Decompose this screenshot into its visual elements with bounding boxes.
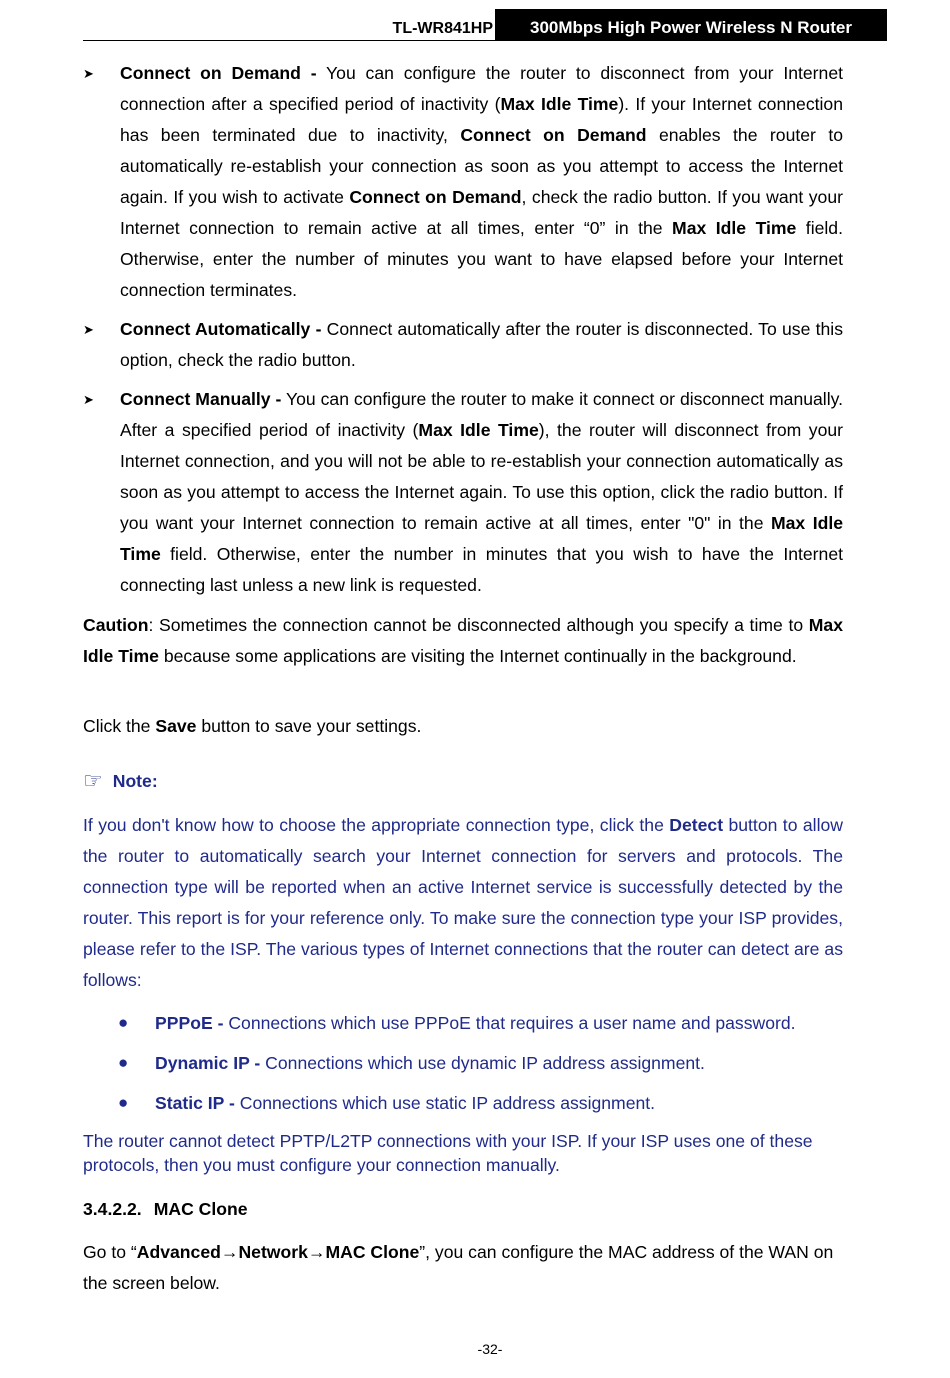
page-header (83, 9, 887, 41)
bullet-dot-icon: ● (118, 1053, 129, 1072)
option-connect-on-demand: Connect on Demand - You can configure the router to disconnect from your Internet connection after a specified period of inactivity (Max Idle Time). If your Internet connection has been terminated due to inactivity, Connect on Demand enables the router to automatically re-establish your connection as soon as you attempt to access the Internet again. If you wish to activate Connect on Demand, check the radio button. If you want your Internet connection to remain active at all times, enter “0” in the Max Idle Time field. Otherwise, enter the number of minutes you want to have elapsed before your Internet connection terminates. (120, 63, 843, 300)
header-product: 300Mbps High Power Wireless N Router (495, 9, 887, 40)
pointing-hand-icon: ☞ (83, 768, 103, 793)
option-connect-automatically: Connect Automatically - Connect automatically after the router is disconnected. To use this option, check the radio button. (120, 319, 843, 370)
bullet-dot-icon: ● (118, 1013, 129, 1032)
list-item: Static IP - Connections which use static IP address assignment. (155, 1093, 656, 1113)
caution-paragraph: Caution: Sometimes the connection cannot be disconnected although you specify a time to Max Idle Time because some applications are visiting the Internet continually in the background. (83, 615, 843, 666)
goto-instruction: Go to “Advanced→Network→MAC Clone”, you can configure the MAC address of the WAN on the screen below. (83, 1242, 834, 1293)
bullet-dot-icon: ● (118, 1093, 129, 1112)
section-heading: 3.4.2.2. MAC Clone (83, 1199, 248, 1219)
note-footer: The router cannot detect PPTP/L2TP connections with your ISP. If your ISP uses one of these protocols, then you must configure your connection manually. (83, 1131, 813, 1175)
arrow-bullet-icon: ➤ (83, 322, 94, 337)
arrow-bullet-icon: ➤ (83, 66, 94, 81)
header-model: TL-WR841HP (392, 20, 493, 37)
list-item: Dynamic IP - Connections which use dynamic IP address assignment. (155, 1053, 705, 1073)
arrow-bullet-icon: ➤ (83, 392, 94, 407)
option-term: Connect Manually - (120, 389, 282, 409)
save-instruction: Click the Save button to save your settings. (83, 716, 422, 736)
note-heading: ☞ Note: (83, 768, 158, 793)
list-item: PPPoE - Connections which use PPPoE that requires a user name and password. (155, 1013, 796, 1033)
page-number: -32- (477, 1341, 503, 1357)
note-paragraph: If you don't know how to choose the appropriate connection type, click the Detect button to allow the router to automatically search your Internet connection for servers and protocols. The connection type will be reported when an active Internet service is successfully detected by the router. This report is for your reference only. To make sure the connection type your ISP provides, please refer to the ISP. The various types of Internet connections that the router can detect are as follows: (83, 815, 843, 990)
option-connect-manually: Connect Manually - You can configure the router to make it connect or disconnect manually. After a specified period of inactivity (Max Idle Time), the router will disconnect from your Internet connection, and you will not be able to re-establish your connection automatically as soon as you attempt to access the Internet again. To use this option, click the radio button. If you want your Internet connection to remain active at all times, enter "0" in the Max Idle Time field. Otherwise, enter the number in minutes that you wish to have the Internet connecting last unless a new link is requested. (120, 389, 844, 595)
option-term: Connect Automatically - (120, 319, 322, 339)
option-term: Connect on Demand - (120, 63, 317, 83)
